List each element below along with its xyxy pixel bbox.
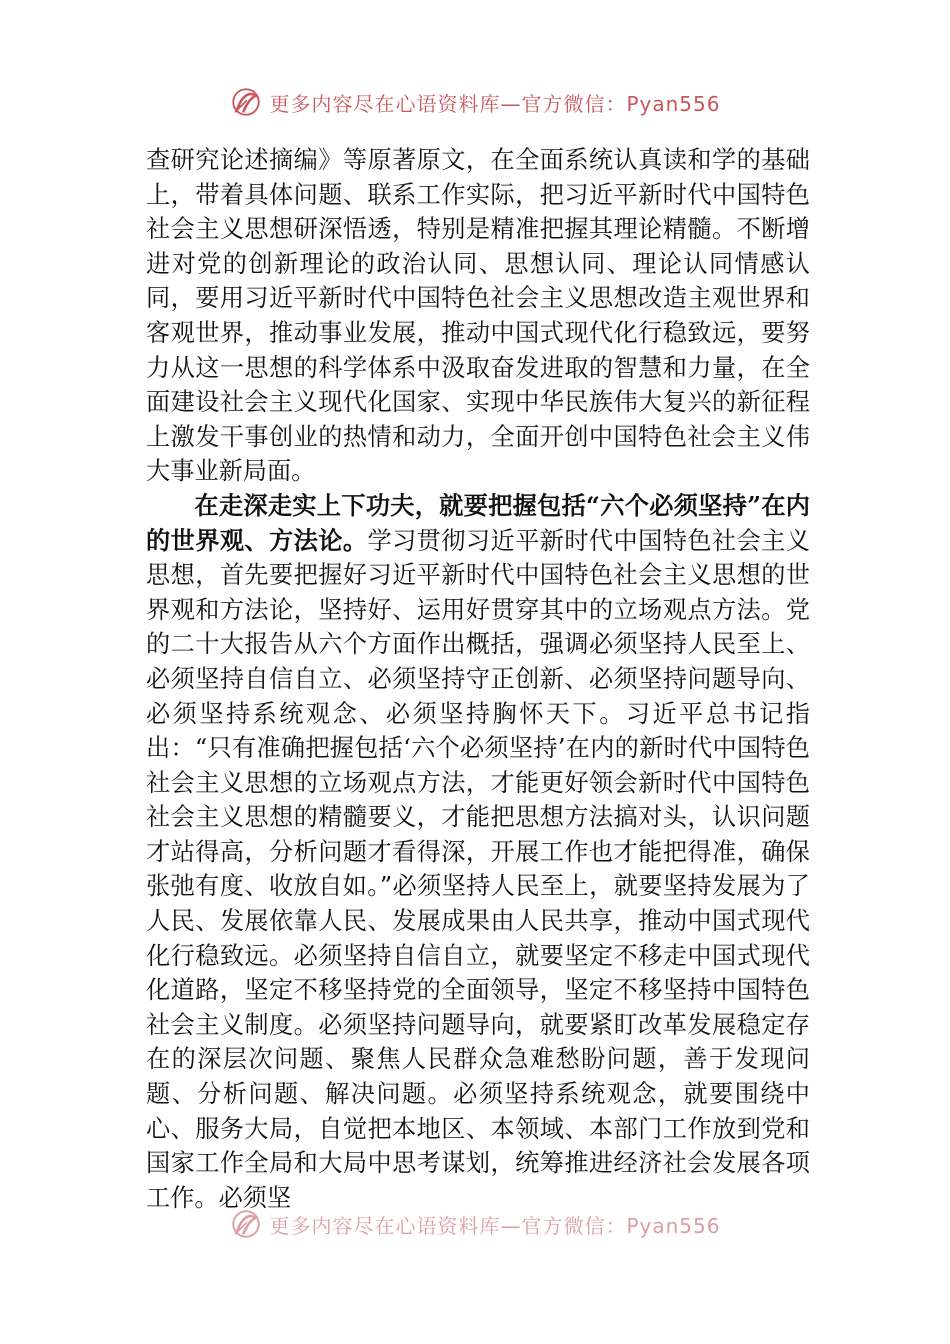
- paragraph-lead-sentence: 在走深走实上下功夫，就要把握包括“六个必须坚持”在内的世界观、方法论。: [146, 490, 810, 555]
- paragraph-body: 学习贯彻习近平新时代中国特色社会主义思想，首先要把握好习近平新时代中国特色社会主义思想的世界观和方法论，坚持好、运用好贯穿其中的立场观点方法。党的二十大报告从六个方面作出概括，强调必须坚持人民至上、必须坚持自信自立、必须坚持守正创新、必须坚持问题导向、必须坚持系统观念、必须坚持胸怀天下。习近平总书记指出：“只有准确把握包括‘六个必须坚持’在内的新时代中国特色社会主义思想的立场观点方法，才能更好领会新时代中国特色社会主义思想的精髓要义，才能把思想方法搞对头，认识问题才站得高，分析问题才看得深，开展工作也才能把得准，确保张弛有度、收放自如。”必须坚持人民至上，就要坚持发展为了人民、发展依靠人民、发展成果由人民共享，推动中国式现代化行稳致远。必须坚持自信自立，就要坚定不移走中国式现代化道路，坚定不移坚持党的全面领导，坚定不移坚持中国特色社会主义制度。必须坚持问题导向，就要紧盯改革发展稳定存在的深层次问题、聚焦人民群众急难愁盼问题，善于发现问题、分析问题、解决问题。必须坚持系统观念，就要围绕中心、服务大局，自觉把本地区、本领域、本部门工作放到党和国家工作全局和大局中思考谋划，统筹推进经济社会发展各项工作。必须坚: [146, 526, 810, 1212]
- footer-watermark: [0, 1206, 950, 1242]
- document-body: [146, 143, 810, 1215]
- header-watermark: [0, 84, 950, 120]
- watermark-logo-icon: [229, 1207, 263, 1241]
- paragraph-six-musts: [146, 489, 810, 1215]
- watermark-text: 更多内容尽在心语资料库—官方微信：Pyan556: [269, 91, 721, 116]
- watermark-logo-icon: [229, 85, 263, 119]
- paragraph-continued: 查研究论述摘编》等原著原文，在全面系统认真读和学的基础上，带着具体问题、联系工作实际，把习近平新时代中国特色社会主义思想研深悟透，特别是精准把握其理论精髓。不断增进对党的创新理论的政治认同、思想认同、理论认同情感认同，要用习近平新时代中国特色社会主义思想改造主观世界和客观世界，推动事业发展，推动中国式现代化行稳致远，要努力从这一思想的科学体系中汲取奋发进取的智慧和力量，在全面建设社会主义现代化国家、实现中华民族伟大复兴的新征程上激发干事创业的热情和动力，全面开创中国特色社会主义伟大事业新局面。: [146, 146, 810, 486]
- watermark-text: 更多内容尽在心语资料库—官方微信：Pyan556: [269, 1213, 721, 1238]
